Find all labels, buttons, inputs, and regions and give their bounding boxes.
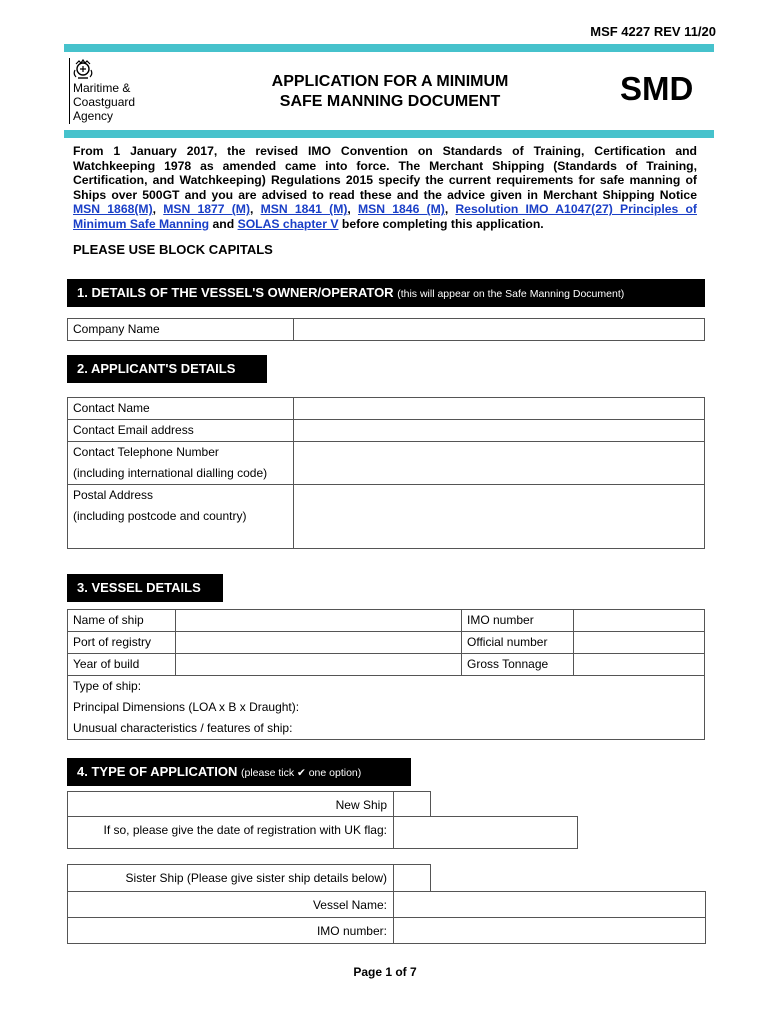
section-1-title: 1. DETAILS OF THE VESSEL'S OWNER/OPERATOR [77,285,394,300]
phone-label-cell [68,442,294,485]
agency-line-2: Coastguard [73,95,136,109]
agency-line-1: Maritime & [73,81,131,95]
vessel-name-label: Vessel Name: [312,898,387,912]
year-of-build-field[interactable] [176,654,462,676]
company-name-label: Company Name [68,319,294,341]
separator: and [209,216,238,231]
page-number: Page 1 of 7 [353,965,417,979]
section-4-heading [67,758,411,786]
applicant-table [67,397,705,549]
agency-line-3: Agency [73,109,114,123]
new-ship-label: New Ship [335,798,387,812]
vessel-name-field[interactable] [393,891,706,918]
intro-paragraph [73,144,697,232]
contact-name-field[interactable] [294,398,705,420]
new-ship-label-box [67,791,394,817]
principal-dimensions-label: Principal Dimensions (LOA x B x Draught): [73,700,300,714]
section-4-note: (please tick ✔ one option) [240,767,362,779]
postal-label-cell [68,485,294,549]
name-of-ship-field[interactable] [176,610,462,632]
section-1-note: (this will appear on the Safe Manning Document) [397,288,625,300]
section-2-heading [67,355,267,383]
agency-logo [64,58,164,124]
section-3-title: 3. VESSEL DETAILS [77,580,201,595]
link-msn-1877[interactable]: MSN 1877 (M) [163,202,251,217]
official-number-label: Official number [462,632,574,654]
sister-ship-label: Sister Ship (Please give sister ship details below) [125,871,387,885]
link-msn-1841[interactable]: MSN 1841 (M) [260,202,348,217]
sister-imo-label: IMO number: [316,924,387,938]
unusual-characteristics-label: Unusual characteristics / features of ship: [73,721,293,735]
port-of-registry-field[interactable] [176,632,462,654]
sister-imo-field[interactable] [393,917,706,944]
separator: , [152,202,164,217]
intro-text: From 1 January 2017, the revised IMO Convention on Standards of Training, Certification and Watchkeeping 1978 as amended came into force. The Merchant Shipping (Standards of Training, Certification, and Watchkeeping) Regulations 2015 specify the current requirements for safe manning of Ships over 500GT and you are advised to read these and the advice given in Merchant Shipping Notice [73,144,697,202]
sister-ship-label-box [67,864,394,892]
postal-label: Postal Address [73,488,154,502]
section-3-heading [67,574,223,602]
link-resolution-imo[interactable]: Resolution IMO A1047(27) Principles of Minimum Safe Manning [73,202,697,231]
phone-label: Contact Telephone Number [73,445,219,459]
top-accent-bar [64,44,714,52]
new-ship-checkbox[interactable] [393,791,431,817]
port-of-registry-label: Port of registry [68,632,176,654]
sister-imo-label-box [67,917,394,944]
royal-crest-icon [72,58,94,80]
imo-number-label: IMO number [462,610,574,632]
uk-flag-label-box [67,816,394,849]
agency-name [73,81,135,123]
form-reference: MSF 4227 REV 11/20 [590,24,716,39]
link-msn-1846[interactable]: MSN 1846 (M) [357,202,445,217]
separator: , [444,202,456,217]
section-2-title: 2. APPLICANT'S DETAILS [77,361,236,376]
phone-field[interactable] [294,442,705,485]
contact-email-field[interactable] [294,420,705,442]
name-of-ship-label: Name of ship [68,610,176,632]
company-name-field[interactable] [294,319,705,341]
logo-divider [69,58,70,124]
intro-text-end: before completing this application. [338,216,544,231]
separator: , [347,202,358,217]
type-of-ship-label: Type of ship: [73,679,142,693]
owner-table [67,318,705,341]
sister-ship-checkbox[interactable] [393,864,431,892]
contact-name-label: Contact Name [68,398,294,420]
contact-email-label: Contact Email address [68,420,294,442]
gross-tonnage-field[interactable] [574,654,705,676]
postal-field[interactable] [294,485,705,549]
link-msn-1868[interactable]: MSN 1868(M) [73,202,153,217]
year-of-build-label: Year of build [68,654,176,676]
gross-tonnage-label: Gross Tonnage [462,654,574,676]
official-number-field[interactable] [574,632,705,654]
uk-flag-date-field[interactable] [393,816,578,849]
uk-flag-date-label: If so, please give the date of registration with UK flag: [103,823,387,837]
section-1-heading [67,279,705,307]
title-line-1: APPLICATION FOR A MINIMUM [271,73,509,90]
imo-number-field[interactable] [574,610,705,632]
ship-characteristics-cell[interactable] [68,676,705,740]
phone-note: (including international dialling code) [73,466,268,480]
title-line-2: SAFE MANNING DOCUMENT [279,93,501,110]
separator: , [250,202,261,217]
header-accent-bar [64,130,714,138]
section-4-title: 4. TYPE OF APPLICATION [77,764,238,779]
vessel-name-label-box [67,891,394,918]
link-solas-chapter-v[interactable]: SOLAS chapter V [237,216,339,231]
document-code: SMD [620,70,694,107]
block-capitals-notice: PLEASE USE BLOCK CAPITALS [73,242,273,257]
vessel-table [67,609,705,740]
postal-note: (including postcode and country) [73,509,247,523]
page-title [230,72,550,112]
